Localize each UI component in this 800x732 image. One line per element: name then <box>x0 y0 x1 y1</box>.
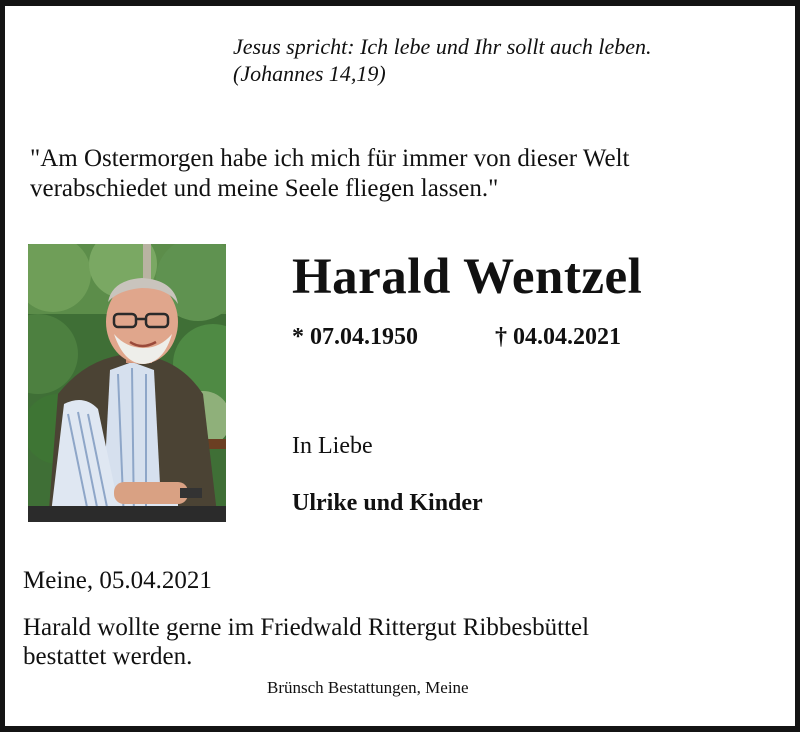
bible-verse-text: Jesus spricht: Ich lebe und Ihr sollt auch leben. <box>233 34 652 59</box>
farewell-quote <box>30 144 629 204</box>
burial-note <box>23 613 589 671</box>
farewell-quote-line-1: "Am Ostermorgen habe ich mich für immer von dieser Welt <box>30 145 630 172</box>
mourners-names: Ulrike und Kinder <box>292 490 483 516</box>
undertaker-credit: Brünsch Bestattungen, Meine <box>267 678 469 697</box>
mourners-intro: In Liebe <box>292 433 373 459</box>
burial-note-line-1: Harald wollte gerne im Friedwald Rittergut Ribbesbüttel <box>23 614 590 641</box>
birth-date: * 07.04.1950 <box>292 324 418 350</box>
bible-verse-reference: (Johannes 14,19) <box>233 61 386 86</box>
deceased-name: Harald Wentzel <box>292 249 643 305</box>
burial-note-line-2: bestattet werden. <box>23 643 193 670</box>
bible-verse <box>233 33 652 87</box>
place-and-date: Meine, 05.04.2021 <box>23 567 212 594</box>
death-date: † 04.04.2021 <box>495 324 621 350</box>
portrait-photo <box>28 244 226 522</box>
farewell-quote-line-2: verabschiedet und meine Seele fliegen lassen." <box>30 175 499 202</box>
